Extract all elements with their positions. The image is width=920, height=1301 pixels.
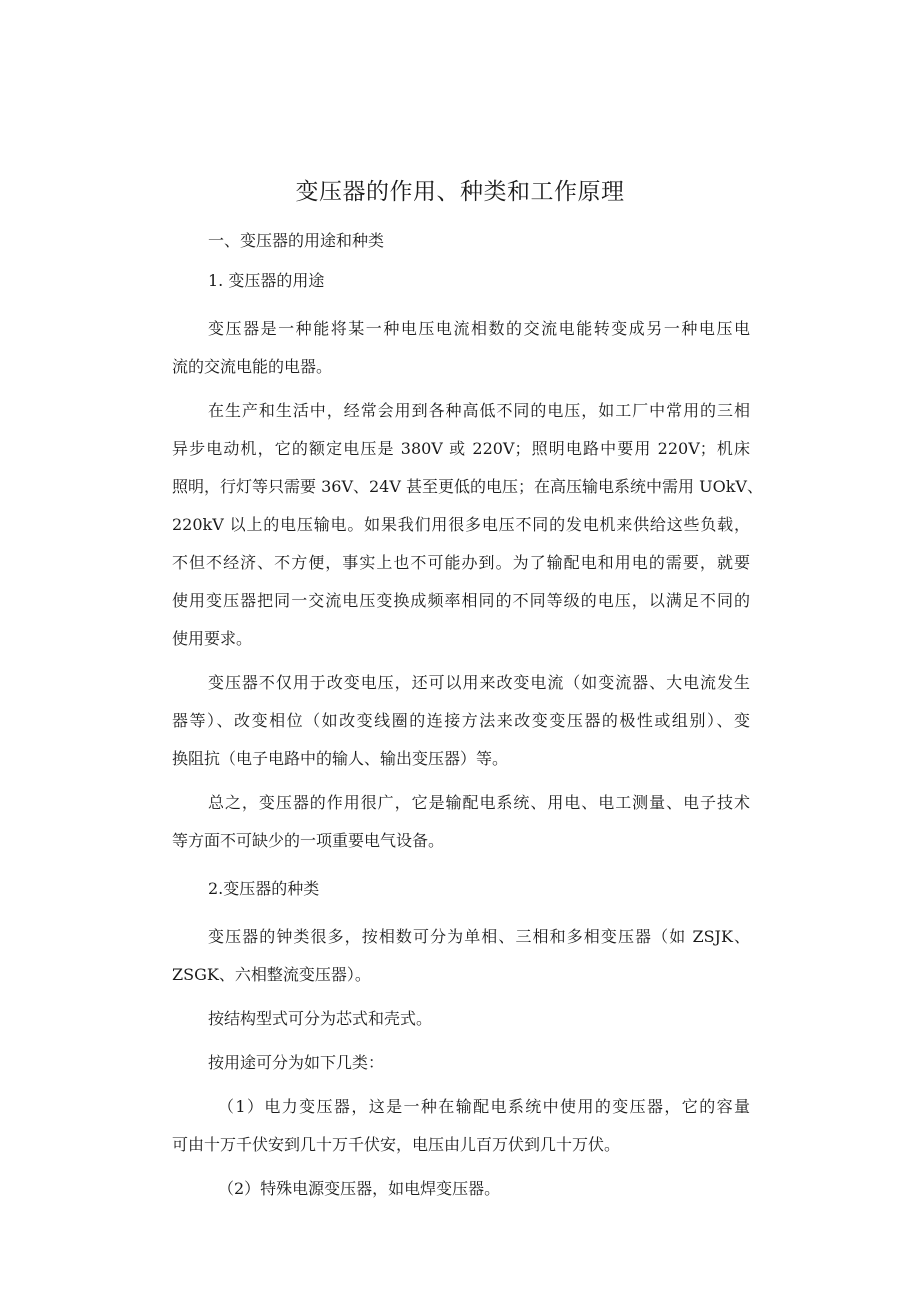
paragraph-line: 异步电动机，它的额定电压是 380V 或 220V；照明电路中要用 220V；机床 [172,439,750,458]
paragraph-line: 总之，变压器的作用很广，它是输配电系统、用电、电工测量、电子技术 [208,793,750,812]
subsection-heading-types: 2.变压器的种类 [208,879,320,898]
document-body [172,222,763,1208]
subsection-heading-usage: 1. 变压器的用途 [208,271,325,290]
paragraph-line: 变压器不仅用于改变电压，还可以用来改变电流（如变流器、大电流发生 [208,673,750,692]
paragraph-line: 等方面不可缺少的一项重要电气设备。 [172,831,445,850]
paragraph-line: 在生产和生活中，经常会用到各种高低不同的电压，如工厂中常用的三相 [208,401,750,420]
section-heading: 一、变压器的用途和种类 [208,231,385,250]
paragraph-voltage-needs [172,392,763,658]
list-item-special-transformer: （2）特殊电源变压器，如电焊变压器。 [218,1179,501,1198]
paragraph-line: 使用变压器把同一交流电压变换成频率相同的不同等级的电压，以满足不同的 [172,591,750,610]
paragraph-definition [172,310,750,386]
paragraph-line: 使用要求。 [172,629,253,648]
paragraph-other-uses [172,664,750,778]
paragraph-line: 换阻抗（电子电路中的输人、输出变压器）等。 [172,749,509,768]
paragraph-line: ZSGK、六相整流变压器）。 [172,965,371,984]
list-item-power-transformer [172,1088,750,1164]
paragraph-line: 220kV 以上的电压输电。如果我们用很多电压不同的发电机来供给这些负载， [172,515,750,534]
paragraph-line: 变压器的钟类很多，按相数可分为单相、三相和多相变压器（如 ZSJK、 [208,927,750,946]
paragraph-line: 可由十万千伏安到几十万千伏安，电压由儿百万伏到几十万伏。 [172,1135,621,1154]
paragraph-summary [172,784,750,860]
paragraph-line: （1）电力变压器，这是一种在输配电系统中使用的变压器，它的容量 [218,1097,750,1116]
paragraph-line: 器等）、改变相位（如改变线圈的连接方法来改变变压器的极性或组别）、变 [172,711,750,730]
document-title: 变压器的作用、种类和工作原理 [295,179,625,205]
paragraph-line: 流的交流电能的电器。 [172,357,333,376]
paragraph-line: 不但不经济、不方便，事实上也不可能办到。为了输配电和用电的需要，就要 [172,553,750,572]
paragraph-line: 变压器是一种能将某一种电压电流相数的交流电能转变成另一种电压电 [208,319,750,338]
paragraph-structure-types: 按结构型式可分为芯式和壳式。 [208,1009,433,1028]
paragraph-line: 照明，行灯等只需要 36V、24V 甚至更低的电压；在高压输电系统中需用 UOkV、 [172,477,763,496]
paragraph-usage-types: 按用途可分为如下几类： [208,1053,385,1072]
paragraph-phase-types [172,918,750,994]
